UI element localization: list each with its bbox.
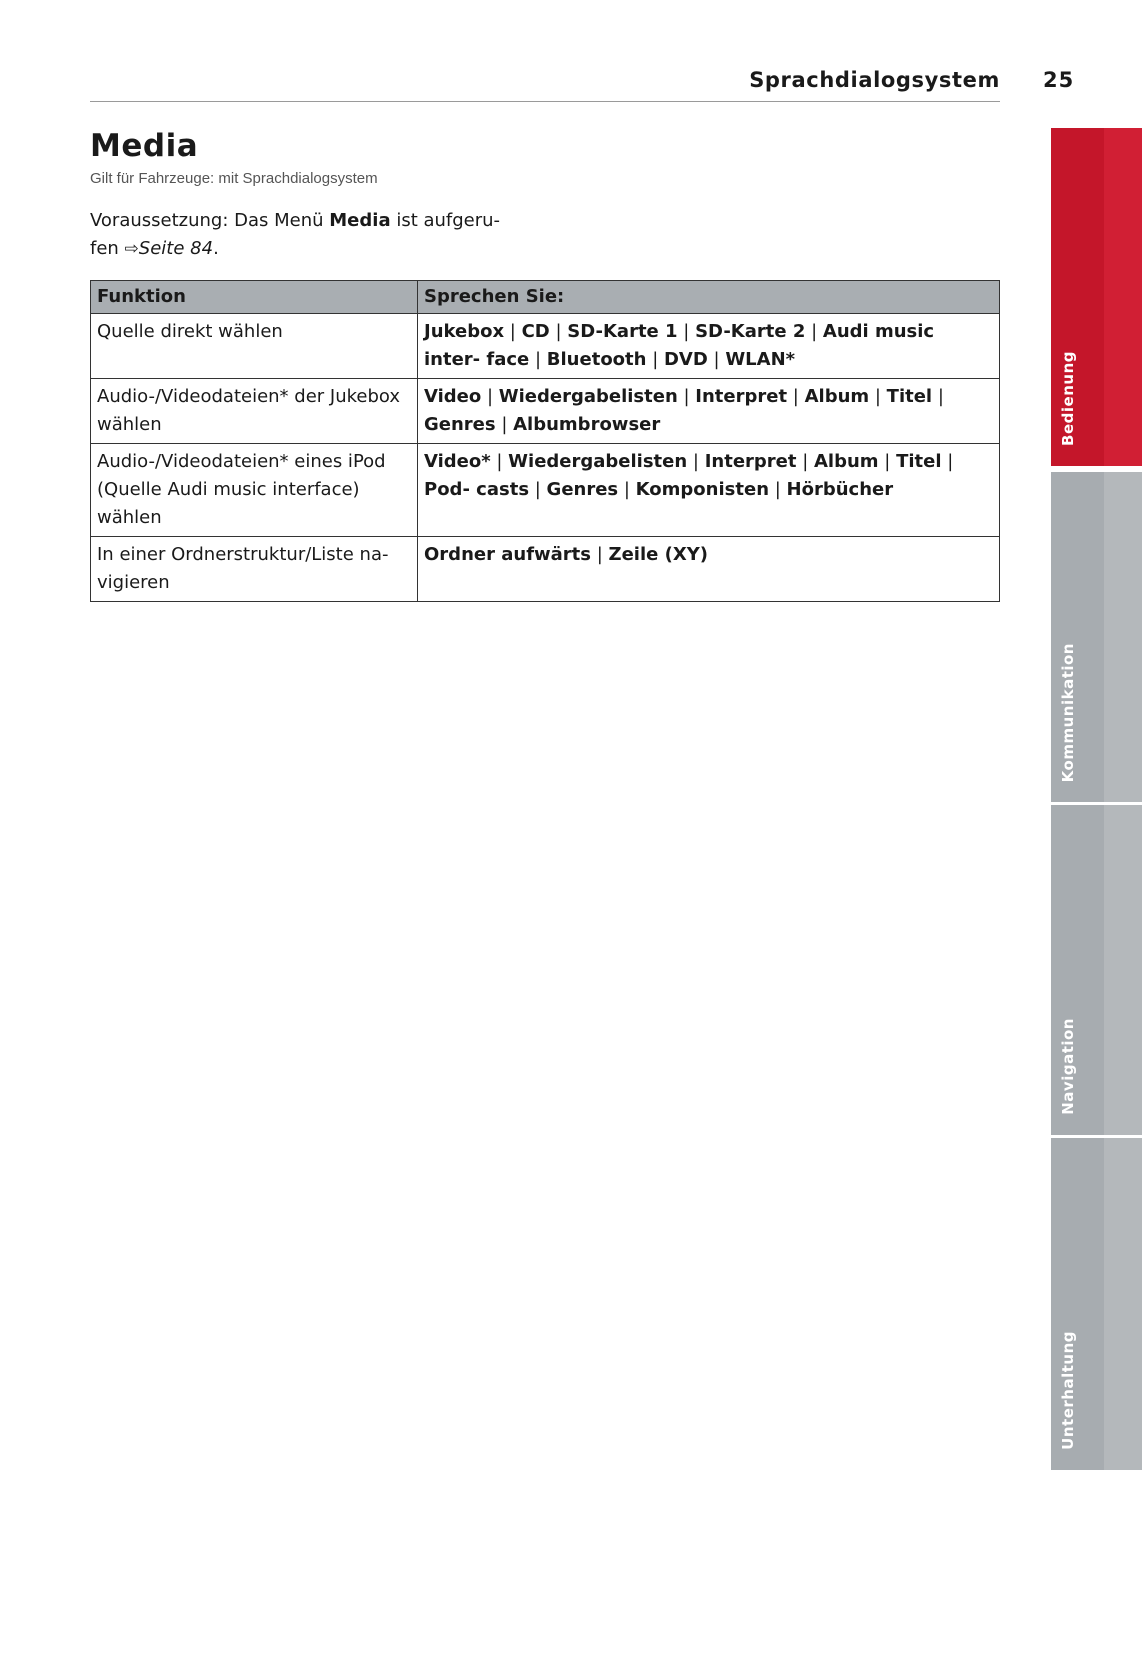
voice-command: WLAN* [725,349,796,370]
side-tab-label: Navigation [1059,1018,1077,1115]
prerequisite-text [90,207,530,263]
arrow-right-icon: ⇨ [124,239,139,259]
column-header-function: Funktion [91,281,418,314]
side-tab-bedienung[interactable] [1051,128,1142,466]
voice-command: Video* [424,451,491,472]
command-separator: | [787,386,805,407]
commands-cell [418,537,1000,602]
voice-command: Video [424,386,482,407]
voice-command: Albumbrowser [513,414,661,435]
section-title: Media [90,128,199,164]
voice-command: Titel [886,386,933,407]
voice-command: SD-Karte 2 [695,321,806,342]
command-separator: | [707,349,726,370]
prereq-text-2: ist aufgeru- [390,210,501,231]
voice-command: Bluetooth [546,349,647,370]
voice-command: Komponisten [635,479,770,500]
command-separator: | [529,349,547,370]
tab-stripe [1104,472,1142,802]
command-separator: | [495,414,514,435]
side-tab-label: Bedienung [1059,351,1077,446]
side-tab-kommunikation[interactable] [1051,472,1142,802]
voice-command: Ordner aufwärts [424,544,591,565]
page-number: 25 [1043,68,1075,92]
command-separator: | [941,451,954,472]
voice-command: Album [804,386,870,407]
voice-command: Genres [546,479,619,500]
command-separator: | [687,451,705,472]
side-tab-label: Kommunikation [1059,642,1077,782]
voice-command: Album [814,451,879,472]
tab-stripe [1104,128,1142,466]
command-separator: | [932,386,944,407]
function-cell: In einer Ordnerstruktur/Liste na- vigieren [91,537,418,602]
command-separator: | [591,544,609,565]
function-cell: Quelle direkt wählen [91,314,418,379]
prereq-text-3: fen [90,238,125,259]
table-header-row [91,281,1000,314]
table-row [91,537,1000,602]
command-separator: | [504,321,522,342]
side-tab-navigation[interactable] [1051,805,1142,1135]
voice-command: Titel [896,451,942,472]
table-row [91,444,1000,537]
applies-to-note: Gilt für Fahrzeuge: mit Sprachdialogsystem [90,170,378,187]
command-separator: | [618,479,636,500]
running-header: Sprachdialogsystem [749,68,1000,92]
header-rule [90,101,1000,102]
command-separator: | [677,321,696,342]
column-header-commands: Sprechen Sie: [418,281,1000,314]
command-separator: | [481,386,499,407]
prereq-text-4: . [213,238,219,259]
voice-command: CD [521,321,550,342]
voice-command: Interpret [704,451,797,472]
command-separator: | [646,349,664,370]
side-tab-unterhaltung[interactable] [1051,1138,1142,1470]
command-separator: | [677,386,696,407]
command-separator: | [769,479,787,500]
commands-cell [418,379,1000,444]
voice-command: Wiedergabelisten [498,386,678,407]
command-separator: | [805,321,823,342]
voice-command: Zeile (XY) [608,544,708,565]
function-cell: Audio-/Videodateien* der Jukebox wählen [91,379,418,444]
voice-command: Pod- casts [424,479,530,500]
command-separator: | [490,451,509,472]
table-row [91,314,1000,379]
command-separator: | [529,479,547,500]
command-separator: | [869,386,887,407]
tab-stripe [1104,1138,1142,1470]
commands-cell [418,444,1000,537]
prereq-text-1: Voraussetzung: Das Menü [90,210,330,231]
tab-stripe [1104,805,1142,1135]
command-separator: | [549,321,568,342]
voice-command: Interpret [695,386,788,407]
voice-command: Audi music inter- face [424,321,935,370]
voice-command: Hörbücher [786,479,894,500]
voice-command: SD-Karte 1 [567,321,678,342]
voice-command: Genres [424,414,496,435]
voice-command: Jukebox [424,321,505,342]
commands-cell [418,314,1000,379]
table-body [91,314,1000,602]
function-cell: Audio-/Videodateien* eines iPod (Quelle Audi music interface) wählen [91,444,418,537]
voice-command-table [90,280,1000,602]
voice-command: DVD [663,349,708,370]
table-row [91,379,1000,444]
voice-command: Wiedergabelisten [508,451,688,472]
command-separator: | [878,451,897,472]
command-separator: | [796,451,814,472]
page-reference-link[interactable]: Seite 84 [138,238,214,259]
prereq-menu-name: Media [329,210,391,231]
side-tab-label: Unterhaltung [1059,1331,1077,1450]
